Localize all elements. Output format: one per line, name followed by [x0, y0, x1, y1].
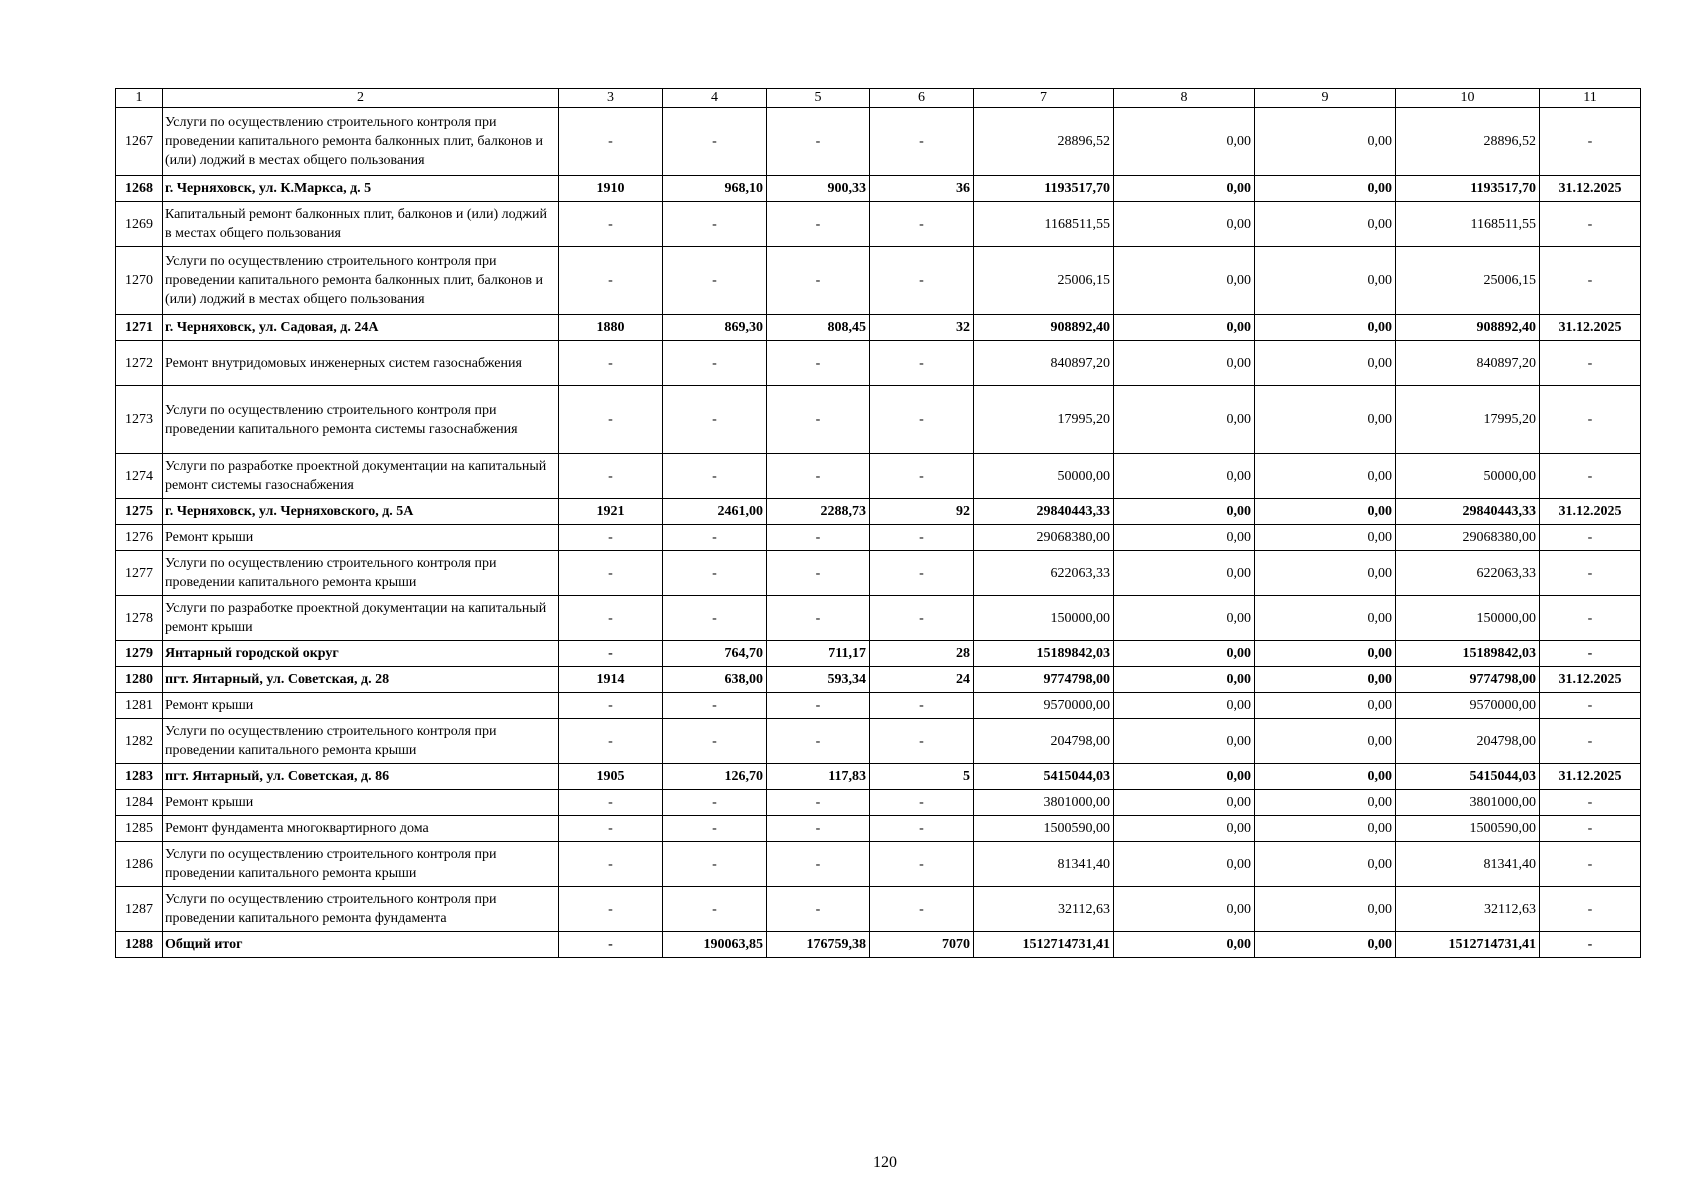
row-number-cell: 1284: [116, 790, 163, 816]
column-number: 9: [1255, 89, 1396, 108]
area-living-cell: -: [767, 551, 870, 596]
deadline-cell: -: [1540, 525, 1641, 551]
item-name-cell: г. Черняховск, ул. К.Маркса, д. 5: [163, 176, 559, 202]
total-cost-cell: 908892,40: [974, 315, 1114, 341]
row-number-cell: 1275: [116, 499, 163, 525]
cost-col-8-cell: 0,00: [1114, 887, 1255, 932]
item-name-cell: пгт. Янтарный, ул. Советская, д. 28: [163, 667, 559, 693]
table-row: [116, 202, 1641, 247]
table-row: [116, 816, 1641, 842]
table-body: [116, 89, 1641, 958]
cost-col-9-cell: 0,00: [1255, 247, 1396, 315]
item-name-cell: пгт. Янтарный, ул. Советская, д. 86: [163, 764, 559, 790]
row-number-cell: 1277: [116, 551, 163, 596]
table-group-row: [116, 499, 1641, 525]
area-living-cell: -: [767, 108, 870, 176]
table-row: [116, 551, 1641, 596]
cost-col-9-cell: 0,00: [1255, 386, 1396, 454]
area-living-cell: -: [767, 816, 870, 842]
area-total-cell: 126,70: [663, 764, 767, 790]
residents-cell: 92: [870, 499, 974, 525]
row-number-cell: 1268: [116, 176, 163, 202]
table-row: [116, 247, 1641, 315]
item-name-cell: Услуги по разработке проектной документации на капитальный ремонт системы газоснабжения: [163, 454, 559, 499]
deadline-cell: -: [1540, 932, 1641, 958]
cost-col-10-cell: 150000,00: [1396, 596, 1540, 641]
year-cell: -: [559, 887, 663, 932]
cost-col-10-cell: 50000,00: [1396, 454, 1540, 499]
cost-col-8-cell: 0,00: [1114, 202, 1255, 247]
total-cost-cell: 29840443,33: [974, 499, 1114, 525]
item-name-cell: Ремонт крыши: [163, 790, 559, 816]
table-group-row: [116, 764, 1641, 790]
table-group-row: [116, 176, 1641, 202]
row-number-cell: 1279: [116, 641, 163, 667]
cost-col-9-cell: 0,00: [1255, 764, 1396, 790]
area-living-cell: -: [767, 842, 870, 887]
year-cell: -: [559, 525, 663, 551]
table-row: [116, 341, 1641, 386]
row-number-cell: 1281: [116, 693, 163, 719]
item-name-cell: г. Черняховск, ул. Черняховского, д. 5А: [163, 499, 559, 525]
cost-col-9-cell: 0,00: [1255, 842, 1396, 887]
total-cost-cell: 81341,40: [974, 842, 1114, 887]
area-total-cell: -: [663, 386, 767, 454]
year-cell: -: [559, 202, 663, 247]
deadline-cell: 31.12.2025: [1540, 499, 1641, 525]
total-cost-cell: 29068380,00: [974, 525, 1114, 551]
area-total-cell: -: [663, 551, 767, 596]
area-living-cell: -: [767, 202, 870, 247]
area-living-cell: -: [767, 693, 870, 719]
row-number-cell: 1288: [116, 932, 163, 958]
area-living-cell: -: [767, 719, 870, 764]
residents-cell: -: [870, 341, 974, 386]
cost-col-10-cell: 15189842,03: [1396, 641, 1540, 667]
table-row: [116, 386, 1641, 454]
item-name-cell: Общий итог: [163, 932, 559, 958]
cost-col-10-cell: 204798,00: [1396, 719, 1540, 764]
cost-col-10-cell: 1500590,00: [1396, 816, 1540, 842]
cost-col-9-cell: 0,00: [1255, 525, 1396, 551]
cost-col-8-cell: 0,00: [1114, 693, 1255, 719]
row-number-cell: 1273: [116, 386, 163, 454]
cost-col-9-cell: 0,00: [1255, 551, 1396, 596]
row-number-cell: 1267: [116, 108, 163, 176]
residents-cell: 28: [870, 641, 974, 667]
deadline-cell: -: [1540, 596, 1641, 641]
total-cost-cell: 1193517,70: [974, 176, 1114, 202]
area-living-cell: -: [767, 525, 870, 551]
cost-col-10-cell: 908892,40: [1396, 315, 1540, 341]
year-cell: 1914: [559, 667, 663, 693]
total-cost-cell: 204798,00: [974, 719, 1114, 764]
column-number: 11: [1540, 89, 1641, 108]
cost-col-10-cell: 1168511,55: [1396, 202, 1540, 247]
deadline-cell: 31.12.2025: [1540, 315, 1641, 341]
table-row: [116, 887, 1641, 932]
residents-cell: 36: [870, 176, 974, 202]
item-name-cell: Ремонт крыши: [163, 693, 559, 719]
row-number-cell: 1283: [116, 764, 163, 790]
cost-col-9-cell: 0,00: [1255, 693, 1396, 719]
column-number: 1: [116, 89, 163, 108]
year-cell: -: [559, 719, 663, 764]
area-total-cell: 764,70: [663, 641, 767, 667]
total-cost-cell: 32112,63: [974, 887, 1114, 932]
area-total-cell: -: [663, 202, 767, 247]
area-living-cell: -: [767, 386, 870, 454]
total-cost-cell: 150000,00: [974, 596, 1114, 641]
cost-col-8-cell: 0,00: [1114, 842, 1255, 887]
total-cost-cell: 1500590,00: [974, 816, 1114, 842]
cost-col-10-cell: 25006,15: [1396, 247, 1540, 315]
residents-cell: 5: [870, 764, 974, 790]
area-total-cell: 968,10: [663, 176, 767, 202]
deadline-cell: 31.12.2025: [1540, 667, 1641, 693]
year-cell: -: [559, 790, 663, 816]
table-row: [116, 108, 1641, 176]
cost-col-9-cell: 0,00: [1255, 641, 1396, 667]
area-living-cell: -: [767, 887, 870, 932]
item-name-cell: Услуги по разработке проектной документации на капитальный ремонт крыши: [163, 596, 559, 641]
deadline-cell: -: [1540, 247, 1641, 315]
column-number: 10: [1396, 89, 1540, 108]
total-cost-cell: 28896,52: [974, 108, 1114, 176]
cost-col-9-cell: 0,00: [1255, 816, 1396, 842]
total-cost-cell: 622063,33: [974, 551, 1114, 596]
residents-cell: -: [870, 790, 974, 816]
cost-col-10-cell: 32112,63: [1396, 887, 1540, 932]
deadline-cell: -: [1540, 790, 1641, 816]
cost-col-9-cell: 0,00: [1255, 790, 1396, 816]
area-total-cell: -: [663, 596, 767, 641]
total-cost-cell: 9570000,00: [974, 693, 1114, 719]
column-number: 3: [559, 89, 663, 108]
residents-cell: -: [870, 202, 974, 247]
cost-col-10-cell: 28896,52: [1396, 108, 1540, 176]
area-total-cell: -: [663, 247, 767, 315]
deadline-cell: 31.12.2025: [1540, 176, 1641, 202]
item-name-cell: Капитальный ремонт балконных плит, балконов и (или) лоджий в местах общего пользования: [163, 202, 559, 247]
cost-col-9-cell: 0,00: [1255, 176, 1396, 202]
table-row: [116, 454, 1641, 499]
area-total-cell: -: [663, 790, 767, 816]
row-number-cell: 1274: [116, 454, 163, 499]
area-total-cell: 638,00: [663, 667, 767, 693]
area-total-cell: -: [663, 887, 767, 932]
cost-col-9-cell: 0,00: [1255, 454, 1396, 499]
column-number: 8: [1114, 89, 1255, 108]
item-name-cell: г. Черняховск, ул. Садовая, д. 24А: [163, 315, 559, 341]
area-total-cell: -: [663, 525, 767, 551]
table-row: [116, 719, 1641, 764]
year-cell: -: [559, 108, 663, 176]
item-name-cell: Услуги по осуществлению строительного контроля при проведении капитального ремонта крыши: [163, 551, 559, 596]
table-group-row: [116, 641, 1641, 667]
item-name-cell: Ремонт внутридомовых инженерных систем газоснабжения: [163, 341, 559, 386]
cost-col-10-cell: 81341,40: [1396, 842, 1540, 887]
row-number-cell: 1271: [116, 315, 163, 341]
deadline-cell: -: [1540, 108, 1641, 176]
item-name-cell: Ремонт фундамента многоквартирного дома: [163, 816, 559, 842]
table-row: [116, 525, 1641, 551]
row-number-cell: 1278: [116, 596, 163, 641]
year-cell: -: [559, 842, 663, 887]
residents-cell: -: [870, 693, 974, 719]
area-living-cell: 808,45: [767, 315, 870, 341]
cost-col-8-cell: 0,00: [1114, 719, 1255, 764]
deadline-cell: -: [1540, 816, 1641, 842]
cost-col-8-cell: 0,00: [1114, 386, 1255, 454]
cost-col-10-cell: 5415044,03: [1396, 764, 1540, 790]
cost-col-10-cell: 1512714731,41: [1396, 932, 1540, 958]
deadline-cell: 31.12.2025: [1540, 764, 1641, 790]
total-cost-cell: 15189842,03: [974, 641, 1114, 667]
cost-col-9-cell: 0,00: [1255, 315, 1396, 341]
cost-col-8-cell: 0,00: [1114, 341, 1255, 386]
item-name-cell: Услуги по осуществлению строительного контроля при проведении капитального ремонта балконных плит, балконов и (или) лоджий в местах общего пользования: [163, 108, 559, 176]
table-group-row: [116, 315, 1641, 341]
deadline-cell: -: [1540, 202, 1641, 247]
column-number: 4: [663, 89, 767, 108]
area-total-cell: -: [663, 341, 767, 386]
cost-col-8-cell: 0,00: [1114, 525, 1255, 551]
cost-col-10-cell: 17995,20: [1396, 386, 1540, 454]
cost-col-8-cell: 0,00: [1114, 315, 1255, 341]
deadline-cell: -: [1540, 341, 1641, 386]
column-number: 7: [974, 89, 1114, 108]
deadline-cell: -: [1540, 551, 1641, 596]
table-row: [116, 596, 1641, 641]
data-table: [115, 88, 1641, 958]
residents-cell: -: [870, 454, 974, 499]
area-living-cell: -: [767, 341, 870, 386]
residents-cell: -: [870, 386, 974, 454]
area-living-cell: 117,83: [767, 764, 870, 790]
total-cost-cell: 9774798,00: [974, 667, 1114, 693]
table-row: [116, 842, 1641, 887]
row-number-cell: 1287: [116, 887, 163, 932]
column-number: 5: [767, 89, 870, 108]
cost-col-10-cell: 840897,20: [1396, 341, 1540, 386]
area-living-cell: -: [767, 790, 870, 816]
cost-col-8-cell: 0,00: [1114, 816, 1255, 842]
deadline-cell: -: [1540, 641, 1641, 667]
cost-col-10-cell: 9774798,00: [1396, 667, 1540, 693]
area-total-cell: 869,30: [663, 315, 767, 341]
cost-col-10-cell: 622063,33: [1396, 551, 1540, 596]
total-cost-cell: 25006,15: [974, 247, 1114, 315]
year-cell: -: [559, 932, 663, 958]
cost-col-9-cell: 0,00: [1255, 202, 1396, 247]
item-name-cell: Услуги по осуществлению строительного контроля при проведении капитального ремонта балконных плит, балконов и (или) лоджий в местах общего пользования: [163, 247, 559, 315]
cost-col-9-cell: 0,00: [1255, 108, 1396, 176]
residents-cell: 32: [870, 315, 974, 341]
item-name-cell: Услуги по осуществлению строительного контроля при проведении капитального ремонта фундамента: [163, 887, 559, 932]
year-cell: 1921: [559, 499, 663, 525]
area-living-cell: 593,34: [767, 667, 870, 693]
residents-cell: -: [870, 551, 974, 596]
area-living-cell: 2288,73: [767, 499, 870, 525]
cost-col-9-cell: 0,00: [1255, 667, 1396, 693]
year-cell: 1880: [559, 315, 663, 341]
cost-col-8-cell: 0,00: [1114, 667, 1255, 693]
residents-cell: -: [870, 887, 974, 932]
row-number-cell: 1270: [116, 247, 163, 315]
cost-col-9-cell: 0,00: [1255, 932, 1396, 958]
total-cost-cell: 1512714731,41: [974, 932, 1114, 958]
row-number-cell: 1269: [116, 202, 163, 247]
table-group-row: [116, 667, 1641, 693]
row-number-cell: 1280: [116, 667, 163, 693]
row-number-cell: 1272: [116, 341, 163, 386]
row-number-cell: 1276: [116, 525, 163, 551]
row-number-cell: 1285: [116, 816, 163, 842]
year-cell: -: [559, 641, 663, 667]
residents-cell: -: [870, 247, 974, 315]
year-cell: -: [559, 386, 663, 454]
column-number: 2: [163, 89, 559, 108]
cost-col-9-cell: 0,00: [1255, 596, 1396, 641]
residents-cell: -: [870, 842, 974, 887]
cost-col-8-cell: 0,00: [1114, 454, 1255, 499]
residents-cell: -: [870, 719, 974, 764]
residents-cell: -: [870, 596, 974, 641]
cost-col-10-cell: 1193517,70: [1396, 176, 1540, 202]
area-living-cell: -: [767, 247, 870, 315]
area-total-cell: -: [663, 108, 767, 176]
item-name-cell: Услуги по осуществлению строительного контроля при проведении капитального ремонта крыши: [163, 719, 559, 764]
year-cell: -: [559, 247, 663, 315]
total-cost-cell: 50000,00: [974, 454, 1114, 499]
deadline-cell: -: [1540, 386, 1641, 454]
cost-col-8-cell: 0,00: [1114, 932, 1255, 958]
table-group-row: [116, 932, 1641, 958]
area-total-cell: 2461,00: [663, 499, 767, 525]
column-number-row: [116, 89, 1641, 108]
item-name-cell: Услуги по осуществлению строительного контроля при проведении капитального ремонта системы газоснабжения: [163, 386, 559, 454]
year-cell: 1905: [559, 764, 663, 790]
year-cell: -: [559, 341, 663, 386]
area-living-cell: -: [767, 596, 870, 641]
residents-cell: 24: [870, 667, 974, 693]
residents-cell: -: [870, 525, 974, 551]
year-cell: -: [559, 693, 663, 719]
cost-col-10-cell: 29068380,00: [1396, 525, 1540, 551]
cost-col-9-cell: 0,00: [1255, 719, 1396, 764]
area-living-cell: 176759,38: [767, 932, 870, 958]
cost-col-8-cell: 0,00: [1114, 499, 1255, 525]
year-cell: -: [559, 454, 663, 499]
year-cell: -: [559, 596, 663, 641]
deadline-cell: -: [1540, 842, 1641, 887]
total-cost-cell: 840897,20: [974, 341, 1114, 386]
deadline-cell: -: [1540, 719, 1641, 764]
deadline-cell: -: [1540, 693, 1641, 719]
row-number-cell: 1286: [116, 842, 163, 887]
area-total-cell: -: [663, 719, 767, 764]
area-living-cell: 711,17: [767, 641, 870, 667]
cost-col-9-cell: 0,00: [1255, 341, 1396, 386]
cost-col-8-cell: 0,00: [1114, 790, 1255, 816]
cost-col-9-cell: 0,00: [1255, 887, 1396, 932]
total-cost-cell: 1168511,55: [974, 202, 1114, 247]
cost-col-8-cell: 0,00: [1114, 176, 1255, 202]
cost-col-8-cell: 0,00: [1114, 641, 1255, 667]
area-total-cell: -: [663, 454, 767, 499]
area-living-cell: 900,33: [767, 176, 870, 202]
deadline-cell: -: [1540, 454, 1641, 499]
item-name-cell: Ремонт крыши: [163, 525, 559, 551]
area-total-cell: -: [663, 842, 767, 887]
cost-col-8-cell: 0,00: [1114, 551, 1255, 596]
cost-col-8-cell: 0,00: [1114, 108, 1255, 176]
table-row: [116, 790, 1641, 816]
cost-col-8-cell: 0,00: [1114, 596, 1255, 641]
item-name-cell: Янтарный городской округ: [163, 641, 559, 667]
residents-cell: -: [870, 108, 974, 176]
cost-col-10-cell: 29840443,33: [1396, 499, 1540, 525]
total-cost-cell: 17995,20: [974, 386, 1114, 454]
column-number: 6: [870, 89, 974, 108]
cost-col-8-cell: 0,00: [1114, 764, 1255, 790]
residents-cell: 7070: [870, 932, 974, 958]
table-row: [116, 693, 1641, 719]
cost-col-10-cell: 3801000,00: [1396, 790, 1540, 816]
cost-col-9-cell: 0,00: [1255, 499, 1396, 525]
residents-cell: -: [870, 816, 974, 842]
item-name-cell: Услуги по осуществлению строительного контроля при проведении капитального ремонта крыши: [163, 842, 559, 887]
year-cell: -: [559, 551, 663, 596]
year-cell: -: [559, 816, 663, 842]
total-cost-cell: 3801000,00: [974, 790, 1114, 816]
total-cost-cell: 5415044,03: [974, 764, 1114, 790]
area-living-cell: -: [767, 454, 870, 499]
row-number-cell: 1282: [116, 719, 163, 764]
area-total-cell: 190063,85: [663, 932, 767, 958]
page-number: 120: [873, 1154, 897, 1171]
year-cell: 1910: [559, 176, 663, 202]
cost-col-8-cell: 0,00: [1114, 247, 1255, 315]
area-total-cell: -: [663, 693, 767, 719]
cost-col-10-cell: 9570000,00: [1396, 693, 1540, 719]
area-total-cell: -: [663, 816, 767, 842]
deadline-cell: -: [1540, 887, 1641, 932]
